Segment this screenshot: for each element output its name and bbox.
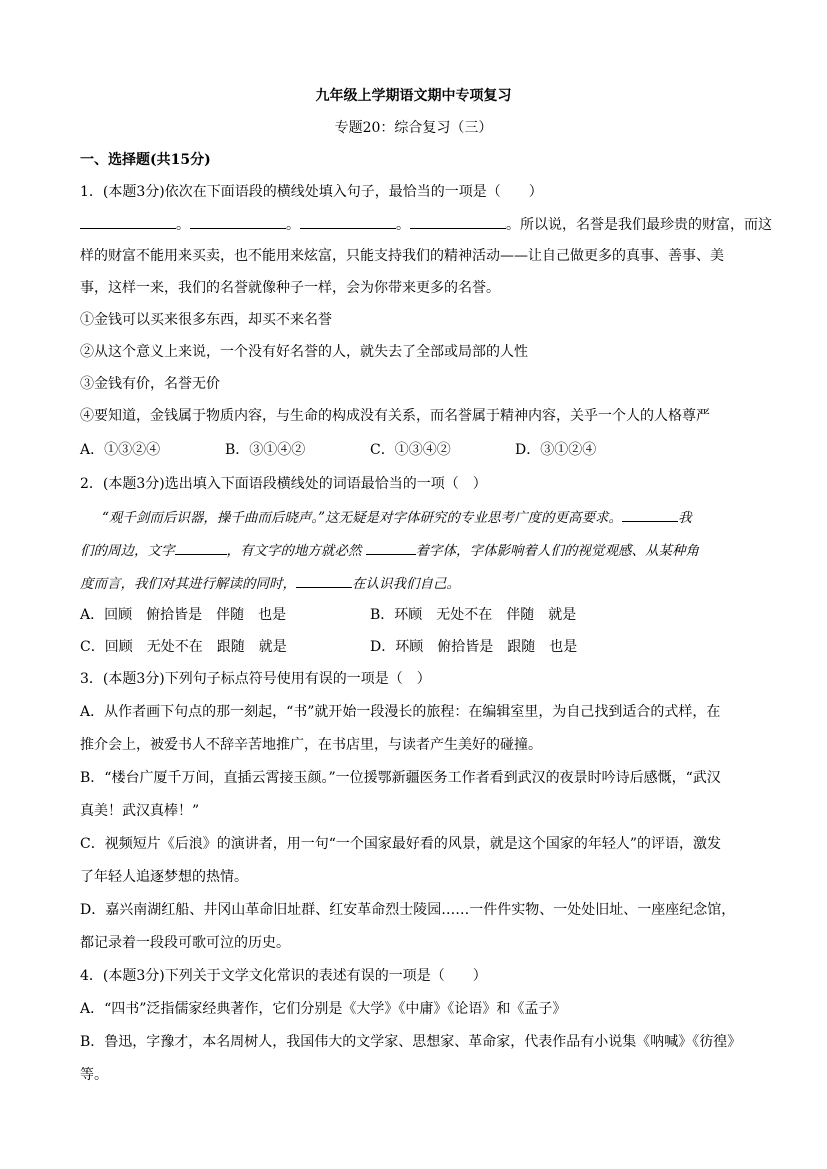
page-subtitle: 专题20：综合复习（三） <box>334 120 493 136</box>
q2-option-b: B．环顾 无处不在 伴随 就是 <box>370 607 577 623</box>
fill-blank <box>80 214 176 229</box>
q1-option-b: B．③①④② <box>225 442 306 458</box>
q2-passage-text: 度而言，我们对其进行解读的同时， <box>80 576 296 592</box>
q3-stem: 3．(本题3分)下列句子标点符号使用有误的一项是（ ） <box>80 671 431 687</box>
q3-option-a-line-2: 推介会上，被爱书人不辞辛苦地推广，在书店里，与读者产生美好的碰撞。 <box>80 737 542 753</box>
fill-blank <box>366 540 416 555</box>
q1-passage-line-1: 。 。 。 。所以说，名誉是我们最珍贵的财富，而这 <box>80 214 760 235</box>
page-title: 九年级上学期语文期中专项复习 <box>315 88 512 104</box>
fill-blank <box>410 214 506 229</box>
q1-option-c: C．①③④② <box>370 442 451 458</box>
q2-passage-text: “观千剑而后识器，操千曲而后晓声。”这无疑是对字体研究的专业思考广度的更高要求。 <box>102 510 623 526</box>
q2-option-c: C．回顾 无处不在 跟随 就是 <box>80 639 287 655</box>
q4-option-b-line-1: B．鲁迅，字豫才，本名周树人，我国伟大的文学家、思想家、革命家，代表作品有小说集《呐喊》《彷徨》 <box>80 1034 742 1050</box>
fill-blank <box>190 214 286 229</box>
q2-passage-line-2 <box>80 540 760 561</box>
q4-option-b-line-2: 等。 <box>80 1067 108 1083</box>
q2-option-a: A．回顾 俯拾皆是 伴随 也是 <box>80 607 287 623</box>
q3-option-c-line-1: C．视频短片《后浪》的演讲者，用一句“一个国家最好看的风景，就是这个国家的年轻人”的评语，激发 <box>80 836 722 852</box>
fill-blank <box>622 507 678 522</box>
fill-blank <box>296 573 352 588</box>
q3-option-d-line-2: 都记录着一段段可歌可泣的历史。 <box>80 935 290 951</box>
fill-blank <box>300 214 396 229</box>
section-heading: 一、选择题(共15分) <box>80 152 211 168</box>
q2-passage-text: ，有文字的地方就必然 <box>226 543 362 559</box>
q1-option-a: A．①③②④ <box>80 442 161 458</box>
q2-options-row-2 <box>80 637 760 657</box>
q1-stem: 1．(本题3分)依次在下面语段的横线处填入句子，最恰当的一项是（ ） <box>80 184 543 200</box>
fill-blank <box>175 540 227 555</box>
q4-stem: 4．(本题3分)下列关于文学文化常识的表述有误的一项是（ ） <box>80 968 487 984</box>
q2-passage-text: 我 <box>678 510 692 526</box>
q2-passage-line-1 <box>80 507 760 528</box>
q2-passage-line-3 <box>80 573 760 594</box>
q1-sentence-1: ①金钱可以买来很多东西，却买不来名誉 <box>80 312 332 328</box>
q3-option-d-line-1: D．嘉兴南湖红船、井冈山革命旧址群、红安革命烈士陵园……一件件实物、一处处旧址、一座座纪念馆， <box>80 902 736 918</box>
q1-sentence-3: ③金钱有价，名誉无价 <box>80 376 220 392</box>
q1-sentence-2: ②从这个意义上来说，一个没有好名誉的人，就失去了全部或局部的人性 <box>80 344 528 360</box>
q2-passage-text: 们的周边，文字 <box>80 543 175 559</box>
q2-option-d: D．环顾 俯拾皆是 跟随 也是 <box>370 639 578 655</box>
q2-passage-text: 在认识我们自己。 <box>352 576 460 592</box>
q2-passage-text: 着字体，字体影响着人们的视觉观感、从某种角 <box>415 543 699 559</box>
q1-passage-text: 所以说，名誉是我们最珍贵的财富，而这 <box>520 217 772 233</box>
q3-option-c-line-2: 了年轻人追逐梦想的热情。 <box>80 869 248 885</box>
q3-option-b-line-2: 真美！武汉真棒！” <box>80 803 200 819</box>
q3-option-b-line-1: B．“楼台广厦千万间，直插云霄接玉颜。”一位援鄂新疆医务工作者看到武汉的夜景时吟诗后感慨，“武汉 <box>80 770 721 786</box>
q1-passage-line-2: 样的财富不能用来买卖，也不能用来炫富，只能支持我们的精神活动——让自己做更多的真事、善事、美 <box>80 248 724 264</box>
q3-option-a-line-1: A．从作者画下句点的那一刻起，“书”就开始一段漫长的旅程：在编辑室里，为自己找到适合的式样，在 <box>80 704 721 720</box>
q1-sentence-4: ④要知道，金钱属于物质内容，与生命的构成没有关系，而名誉属于精神内容，关乎一个人的人格尊严 <box>80 408 710 424</box>
q1-passage-line-3: 事，这样一来，我们的名誉就像种子一样，会为你带来更多的名誉。 <box>80 280 500 296</box>
q2-options-row-1 <box>80 605 760 625</box>
q4-option-a: A．“四书”泛指儒家经典著作，它们分别是《大学》《中庸》《论语》和《孟子》 <box>80 1001 567 1017</box>
q1-option-d: D．③①②④ <box>515 442 597 458</box>
q2-stem: 2．(本题3分)选出填入下面语段横线处的词语最恰当的一项（ ） <box>80 476 487 492</box>
